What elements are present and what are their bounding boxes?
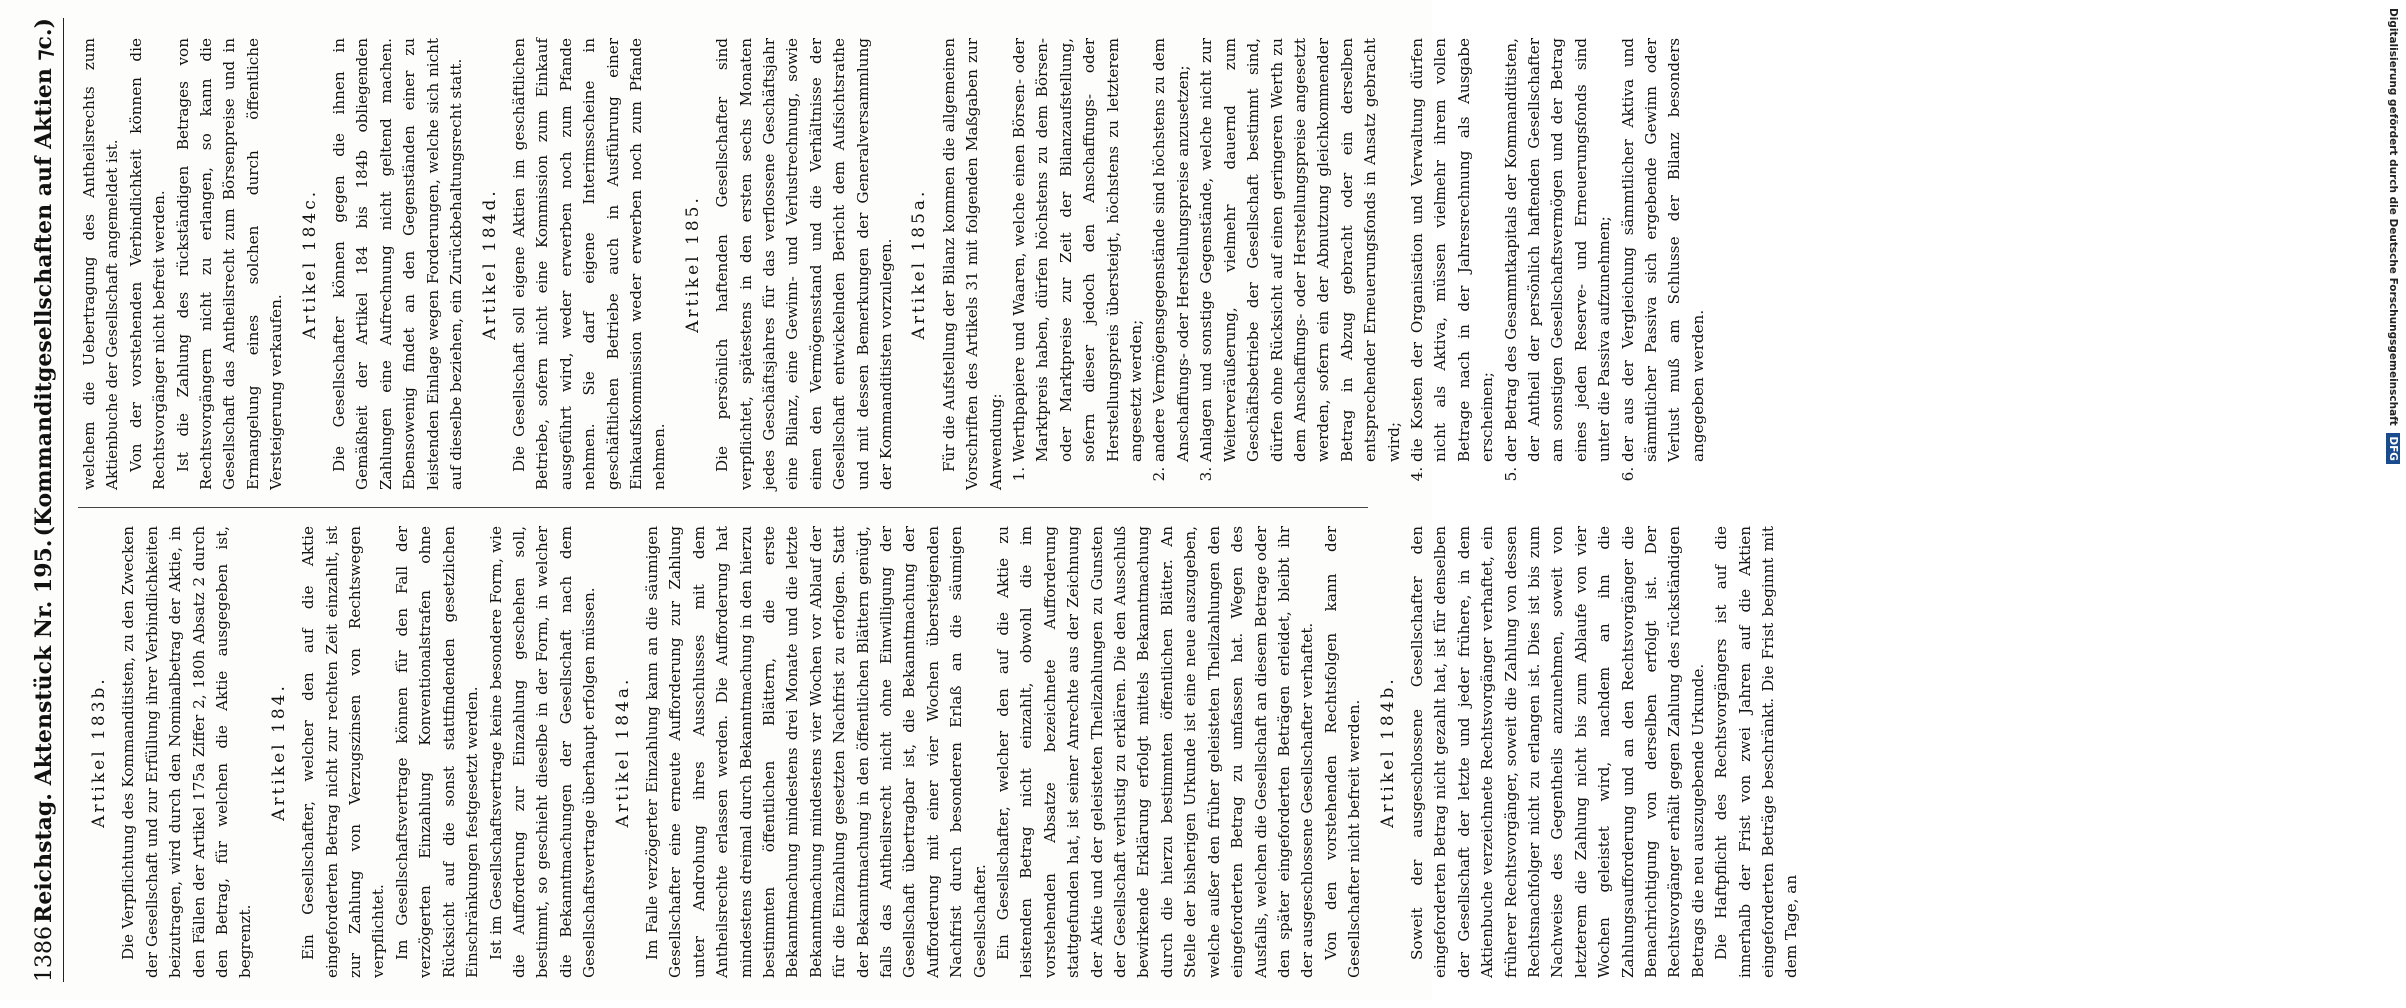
page-number: 1386 <box>32 926 57 982</box>
right-column <box>78 38 1707 490</box>
article-heading: Artikel 185a. <box>909 188 930 340</box>
paragraph: Die persönlich haftenden Gesellschafter sind verpflichtet, spätestens in den ersten sechs Monaten jedes Geschäftsjahres für das verflossene Geschäftsjahr eine Bilanz, eine Gewinn- und Verlustrechnung, sowie einen den Vermögensstand und die Verhältnisse der Gesellschaft entwickelnden Bericht dem Aufsichtsrathe und mit dessen Bemerkungen der Generalversammlung der Kommanditisten vorzulegen. <box>713 38 895 490</box>
list-item: 5. der Betrag des Gesammtkapitals der Kommanditisten, der Antheil der persönlich haftenden Gesellschafter am sonstigen Gesellschaftsvermögen und der Betrag eines jeden Reserve- und Erneuerungsfonds sind unter die Passiva aufzunehmen; <box>1500 38 1617 462</box>
list-item: 2. andere Vermögensgegenstände sind höchstens zu dem Anschaffungs- oder Herstellungspreise anzusetzen; <box>1148 38 1195 462</box>
paragraph: Von der vorstehenden Verbindlichkeit können die Rechtsvorgänger nicht befreit werden. <box>126 38 169 490</box>
paragraph: Von den vorstehenden Rechtsfolgen kann der Gesellschafter nicht befreit werden. <box>1321 526 1364 978</box>
header-subtitle: (Kommanditgesellschaften auf Aktien ⁊c.) <box>31 18 57 537</box>
paragraph: Ist im Gesellschaftsvertrage keine besondere Form, wie die Aufforderung zur Einzahlung geschehen soll, bestimmt, so geschieht dieselbe in der Form, in welcher die Bekanntmachungen der Gesellschaft nach dem Gesellschaftsvertrage überhaupt erfolgen müssen. <box>486 526 599 978</box>
article-heading: Artikel 184a. <box>612 676 633 828</box>
paragraph: Soweit der ausgeschlossene Gesellschafter den eingeforderten Betrag nicht gezahlt hat, ist für denselben der Gesellschaft der letzte und jeder frühere, in dem Aktienbuche verzeichnete Rechtsvorgänger verhaftet, ein früherer Rechtsvorgänger, soweit die Zahlung von dessen Rechtsnachfolger nicht zu erlangen ist. Dies ist bis zum Nachweise des Gegentheils anzunehmen, soweit von letzterem die Zahlung nicht bis zum Ablaufe von vier Wochen geleistet wird, nachdem an ihn die Zahlungsaufforderung und an den Rechtsvorgänger die Benachrichtigung von derselben erfolgt ist. Der Rechtsvorgänger erhält gegen Zahlung des rückständigen Betrags die neu auszugebende Urkunde. <box>1407 526 1707 978</box>
article-heading: Artikel 184d. <box>479 188 500 340</box>
numbered-list <box>1008 38 1710 490</box>
header-title: Reichstag. Aktenstück Nr. 195. <box>31 539 57 923</box>
list-item: 1. Werthpapiere und Waaren, welche einen Börsen- oder Marktpreis haben, dürfen höchstens zu dem Börsen- oder Marktpreise zur Zeit der Bilanzaufstellung, sofern dieser jedoch den Anschaffungs- oder Herstellungspreis übersteigt, höchstens zu letzterem angesetzt werden; <box>1008 38 1148 462</box>
left-column <box>78 526 1801 978</box>
list-item: 3. Anlagen und sonstige Gegenstände, welche nicht zur Weiterveräußerung, vielmehr dauernd zum Geschäftsbetriebe der Gesellschaft bestimmt sind, dürfen ohne Rücksicht auf einen geringeren Werth zu dem Anschaffungs- oder Herstellungspreise angesetzt werden, sofern ein der Abnutzung gleichkommender Betrag in Abzug gebracht oder ein derselben entsprechender Erneuerungsfonds in Ansatz gebracht wird; <box>1195 38 1406 462</box>
digitization-text: Digitalisierung gefördert durch die Deutsche Forschungsgemeinschaft <box>2387 8 2399 426</box>
paragraph: Die Haftpflicht des Rechtsvorgängers ist auf die innerhalb der Frist von zwei Jahren auf die Aktien eingeforderten Beträge beschränkt. Die Frist beginnt mit dem Tage, an <box>1712 526 1801 978</box>
paragraph: Die Gesellschafter können gegen die ihnen in Gemäßheit der Artikel 184 bis 184b obliegenden Zahlungen eine Aufrechnung nicht geltend machen. Ebensowenig findet an den Gegenständen einer zu leistenden Einlage wegen Forderungen, welche sich nicht auf dieselbe beziehen, ein Zurückbehaltungsrecht statt. <box>330 38 466 490</box>
paragraph: Ist die Zahlung des rückständigen Betrages von Rechtsvorgängern nicht zu erlangen, so kann die Gesellschaft das Antheilsrecht zum Börsenpreise und in Ermangelung eines solchen durch öffentliche Versteigerung verkaufen. <box>173 38 286 490</box>
paragraph: welchem die Uebertragung des Antheilsrechts zum Aktienbuche der Gesellschaft angemeldet ist. <box>80 38 122 490</box>
paragraph: Die Verpflichtung des Kommanditisten, zu den Zwecken der Gesellschaft und zur Erfüllung ihrer Verbindlichkeiten beizutragen, wird durch den Nominalbetrag der Aktie, in den Fällen der Artikel 175a Ziffer 2, 180h Absatz 2 durch den Betrag, für welchen die Aktie ausgegeben ist, begrenzt. <box>119 526 255 978</box>
list-item: 6. der aus der Vergleichung sämmtlicher Aktiva und sämmtlicher Passiva sich ergebende Gewinn oder Verlust muß am Schlusse der Bilanz besonders angegeben werden. <box>1617 38 1711 462</box>
article-heading: Artikel 185. <box>682 195 703 333</box>
digitization-note <box>2380 0 2406 1008</box>
paragraph: Ein Gesellschafter, welcher den auf die Aktie zu leistenden Betrag nicht einzahlt, obwohl die im vorstehenden Absatze bezeichnete Aufforderung stattgefunden hat, ist seiner Anrechte aus der Zeichnung der Aktie und der geleisteten Theilzahlungen zu Gunsten der Gesellschaft verlustig zu erklären. Die den Ausschluß bewirkende Erklärung erfolgt mittels Bekanntmachung durch die hierzu bestimmten öffentlichen Blätter. An Stelle der bisherigen Urkunde ist eine neue auszugeben, welche außer den früher geleisteten Theilzahlungen den eingeforderten Betrag zu umfassen hat. Wegen des Ausfalls, welchen die Gesellschaft an diesem Betrage oder den später eingeforderten Beträgen erleidet, bleibt ihr der ausgeschlossene Gesellschafter verhaftet. <box>994 526 1317 978</box>
column-divider <box>78 507 1368 508</box>
paragraph: Im Falle verzögerter Einzahlung kann an die säumigen Gesellschafter eine erneute Aufforderung zur Zahlung unter Androhung ihres Ausschlusses mit dem Antheilsrechte erlassen werden. Die Aufforderung hat mindestens dreimal durch Bekanntmachung in den hierzu bestimmten öffentlichen Blättern, die erste Bekanntmachung mindestens drei Monate und die letzte Bekanntmachung mindestens vier Wochen vor Ablauf der für die Einzahlung gesetzten Nachfrist zu erfolgen. Statt der Bekanntmachung in den öffentlichen Blättern genügt, falls das Antheilsrecht nicht ohne Einwilligung der Gesellschaft übertragbar ist, die Bekanntmachung der Aufforderung mit einer vier Wochen übersteigenden Nachfrist durch besonderen Erlaß an die säumigen Gesellschafter. <box>642 526 989 978</box>
article-heading: Artikel 184c. <box>299 188 320 340</box>
paragraph: Ein Gesellschafter, welcher den auf die Aktie eingeforderten Betrag nicht zur rechten Zeit einzahlt, ist zur Zahlung von Verzugszinsen von Rechtswegen verpflichtet. <box>299 526 388 978</box>
dfg-logo: DFG <box>2386 433 2400 464</box>
paragraph: Die Gesellschaft soll eigene Aktien im geschäftlichen Betriebe, sofern nicht eine Kommission zum Einkauf ausgeführt wird, weder erwerben noch zum Pfande nehmen. Sie darf eigene Interimsscheine in geschäftlichen Betriebe auch in Ausführung einer Einkaufskommission weder erwerben noch zum Pfande nehmen. <box>509 38 669 490</box>
article-heading: Artikel 184. <box>268 683 289 821</box>
article-heading: Artikel 183b. <box>89 676 109 828</box>
paragraph: Im Gesellschaftsvertrage können für den Fall der verzögerten Einzahlung Konventionalstrafen ohne Rücksicht auf die sonst stattfindenden gesetzlichen Einschränkungen festgesetzt werden. <box>392 526 482 978</box>
paragraph: Für die Aufstellung der Bilanz kommen die allgemeinen Vorschriften des Artikels 31 mit folgenden Maßgaben zur Anwendung: <box>939 38 1005 490</box>
article-heading: Artikel 184b. <box>1377 676 1398 828</box>
list-item: 4. die Kosten der Organisation und Verwaltung dürfen nicht als Aktiva, müssen vielmehr ihrem vollen Betrage nach in der Jahresrechnung als Ausgabe erscheinen; <box>1406 38 1500 462</box>
running-header <box>8 18 64 982</box>
